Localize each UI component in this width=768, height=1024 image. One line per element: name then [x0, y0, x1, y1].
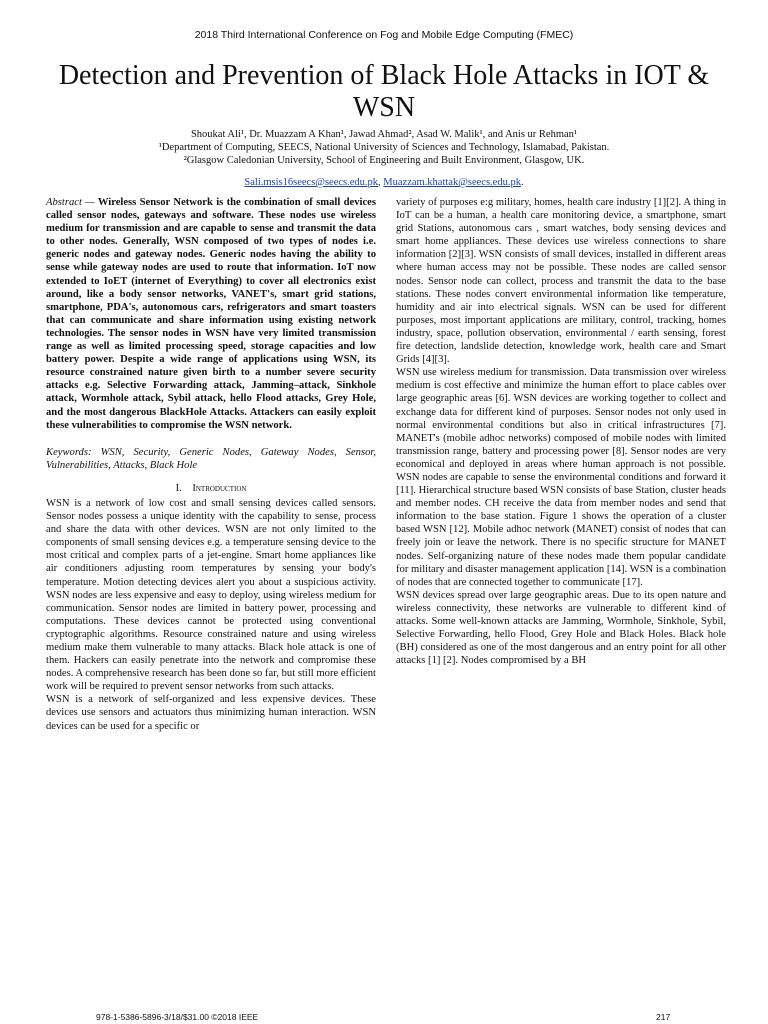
- section-title: Introduction: [192, 482, 247, 494]
- email-separator: ,: [378, 177, 384, 188]
- intro-paragraph-2: WSN is a network of self-organized and less expensive devices. These devices use sensors and actuators thus minimizing human interaction. WSN devices can be used for a specific or: [46, 694, 376, 732]
- right-paragraph-3: WSN devices spread over large geographic areas. Due to its open nature and wireless connectivity, these networks are vulnerable to different kind of attacks. Some well-known attacks are Jamming, Wormhole, Sinkhole, Sybil, Selective Forwarding, hello Flood, Grey Hole and Black Holes. Black hole (BH) considered as one of the most dangerous and an entry point for all other attacks [1] [2]. Nodes compromised by a BH: [396, 589, 726, 667]
- left-column: [46, 196, 376, 733]
- email-end: .: [520, 177, 524, 188]
- section-heading: [46, 482, 376, 495]
- author-block: [40, 128, 728, 189]
- abstract-lead: Abstract —: [46, 197, 95, 208]
- page-number: 217: [656, 1012, 671, 1022]
- section-number: I.: [175, 482, 182, 494]
- right-paragraph-2: WSN use wireless medium for transmission. Data transmission over wireless medium is cost effective and minimize the human effort to place cables over large geographic areas [6]. WSN devices are working together to collect and exchange data for different kind of purposes. Sensor nodes not only used in normal environmental conditions but also in critical infrastructures [7]. MANET's (mobile adhoc networks) composed of mobile nodes with limited transmission range, battery and processing power [8]. Sensor nodes are very economical and deployed in areas where human approach is not possible. WSN nodes are capable to sense the environmental conditions and forward it [11]. Hierarchical structure based WSN consists of base Station, cluster heads and member nodes. CH receive the data from member nodes and send that information to the base station. Figure 1 shows the operation of a cluster based WSN [12]. Mobile adhoc network (MANET) consist of nodes that can freely join or leave the network. There is no specific structure for MANET nodes. Self-organizing nature of these nodes made them popular candidate for military and disaster management application [14]. WSN is a combination of nodes that are connected together to communicate [17].: [396, 367, 726, 588]
- right-paragraph-1: variety of purposes e:g military, homes, health care industry [1][2]. A thing in IoT can be a human, a health care monitoring device, a smartphone, smart grid Stations, autonomous cars , smart watches, body sensing devices and smart home appliances. These devices use wireless connections to share information [2][3]. WSN consists of small devices, installed in different areas where human access may not be possible. These nodes are called sensor nodes. Sensor node can collect, process and transmit the data to the base stations. These nodes convert environmental information like temperature, humidity and air into electrical signals. WSN can be used for different purposes, most important applications are military, control, tracking, homes industry, space, pollution observation, environmental / earth sensing, forest fire detection, landslide detection, knowledge work, health care and Smart Grids [4][3].: [396, 197, 726, 366]
- footer-isbn: 978-1-5386-5896-3/18/$31.00 ©2018 IEEE: [96, 1012, 259, 1022]
- affiliation-2: ²Glasgow Caledonian University, School of Engineering and Built Environment, Glasgow, UK.: [183, 155, 585, 166]
- conference-header: 2018 Third International Conference on Fog and Mobile Edge Computing (FMEC): [194, 29, 574, 41]
- abstract: [46, 196, 376, 432]
- intro-paragraph-1: WSN is a network of low cost and small sensing devices called sensors. Sensor nodes possess a unique identity with the capability to sense, process and share the data with other devices. WSN are not only limited to the components of small sensing devices e.g. a temperature sensing device to the most critical and complex parts of a jet-engine. Smart home appliances like air conditioners adjusting room temperatures by sensing your body's temperature. Motion detecting devices alert you about a suspicious activity. WSN nodes are less expensive and easy to deploy, using wireless medium for communication. Sensor nodes are limited in battery power, processing and computations. These devices cannot be protected using conventional cryptographic algorithms. Resource constrained nature and using wireless medium make them vulnerable to many attacks. Black hole attack is one of them. Hackers can easily penetrate into the network and compromise these nodes. A comprehensive research has been done so far, but still more efficient work will be required to prevent sensor networks from such attacks.: [46, 497, 376, 693]
- author-list: Shoukat Ali¹, Dr. Muazzam A Khan¹, Jawad Ahmad², Asad W. Malik¹, and Anis ur Rehman¹: [190, 129, 578, 140]
- abstract-text: Wireless Sensor Network is the combination of small devices called sensor nodes, gateways and software. These nodes use wireless medium for transmission and are capable to sense and transmit the data to other nodes. Generally, WSN composed of two types of nodes i.e. generic nodes and gateway nodes. Generic nodes having the ability to sense while gateway nodes are used to route that information. IoT now extended to IoET (internet of Everything) to cover all electronics exist around, like a body sensor networks, VANET's, smart grid stations, smartphone, PDA's, autonomous cars, refrigerators and smart toasters that can communicate and share information using existing network technologies. The sensor nodes in WSN have very limited transmission range as well as limited processing speed, storage capacities and low battery power. Despite a wide range of applications using WSN, its resource constrained nature given birth to a number severe security attacks e.g. Selective Forwarding attack, Jamming–attack, Sinkhole attack, Wormhole attack, Sybil attack, hello Flood attacks, Grey Hole, and the most dangerous BlackHole Attacks. Attackers can easily exploit these vulnerabilities to compromise the WSN network.: [46, 197, 376, 431]
- paper-title: Detection and Prevention of Black Hole Attacks in IOT & WSN: [58, 60, 710, 123]
- right-column: [396, 196, 726, 667]
- email-line: [40, 176, 728, 189]
- affiliation-1: ¹Department of Computing, SEECS, National University of Sciences and Technology, Islamabad, Pakistan.: [158, 142, 610, 153]
- keywords: Keywords: WSN, Security, Generic Nodes, Gateway Nodes, Sensor, Vulnerabilities, Attacks, Black Hole: [46, 446, 376, 471]
- email-link-2[interactable]: Muazzam.khattak@seecs.edu.pk: [383, 177, 521, 188]
- email-link-1[interactable]: Sali.msis16seecs@seecs.edu.pk: [244, 177, 379, 188]
